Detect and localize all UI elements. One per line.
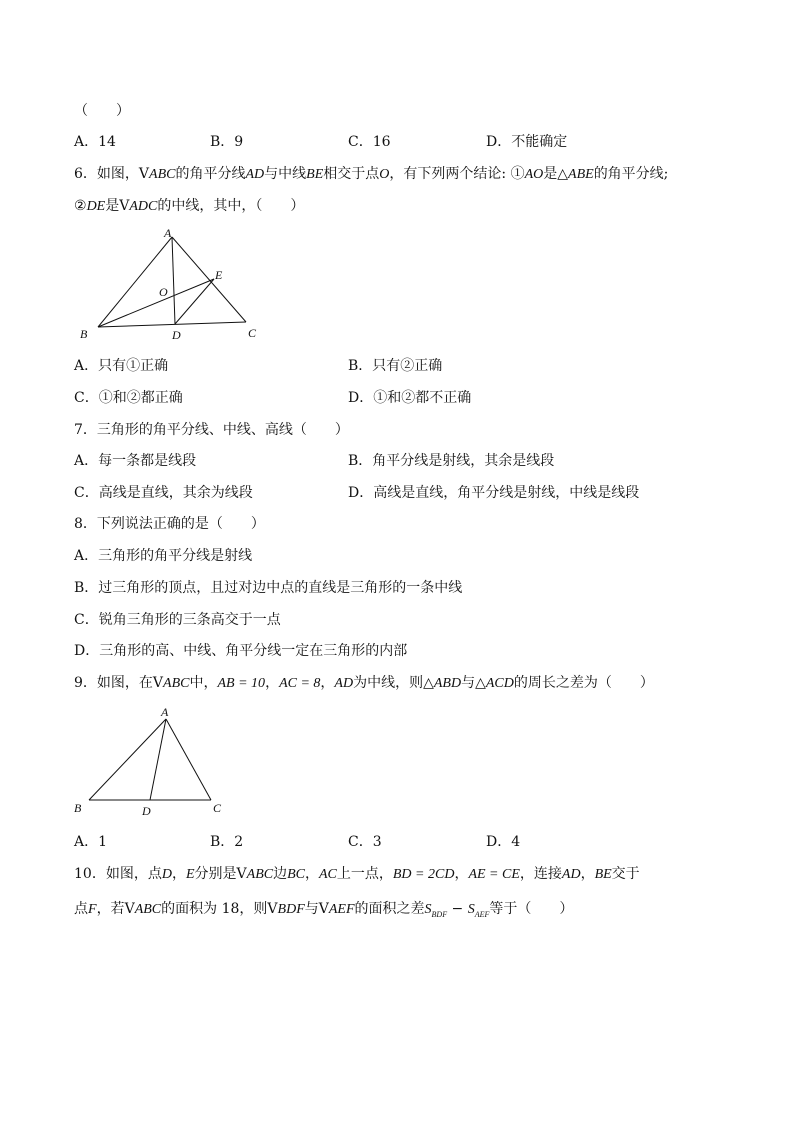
q8-option-c: C．锐角三角形的三条高交于一点 (74, 612, 281, 628)
q9-label-a: A (161, 705, 169, 719)
q9-label-d: D (142, 804, 151, 818)
q8-option-a: A．三角形的角平分线是射线 (74, 548, 253, 564)
q6-option-d: D．①和②都不正确 (348, 390, 472, 406)
q5-paren: （ ） (74, 103, 130, 119)
q7-option-b: B．角平分线是射线，其余是线段 (348, 453, 555, 469)
q9-option-c: C．3 (348, 834, 382, 850)
q8-option-d: D．三角形的高、中线、角平分线一定在三角形的内部 (74, 643, 408, 659)
q8-option-b: B．过三角形的顶点，且过对边中点的直线是三角形的一条中线 (74, 580, 463, 596)
q8-stem: 8．下列说法正确的是（ ） (74, 516, 265, 532)
q9-figure (70, 702, 230, 822)
q6-segment-be (98, 279, 214, 327)
q6-segment-ad (172, 237, 175, 324)
q6-option-a: A．只有①正确 (74, 358, 169, 374)
q6-option-c: C．①和②都正确 (74, 390, 183, 406)
q5-option-c: C．16 (348, 134, 391, 150)
q6-side-ab (98, 237, 172, 327)
q7-option-c: C．高线是直线，其余为线段 (74, 485, 253, 501)
q6-side-bc (98, 322, 246, 327)
q7-option-d: D．高线是直线，角平分线是射线，中线是线段 (348, 485, 640, 501)
q6-label-c: C (248, 326, 257, 340)
q5-option-a: A．14 (74, 134, 116, 150)
q9-option-d: D．4 (486, 834, 521, 850)
q9-side-ac (166, 719, 211, 800)
q6-segment-de (175, 279, 214, 324)
q9-label-c: C (213, 801, 222, 815)
q6-label-o: O (159, 285, 168, 299)
q9-side-ab (89, 719, 166, 800)
q9-label-b: B (74, 801, 82, 815)
q6-label-e: E (215, 268, 223, 282)
q10-stem-line1: 10．如图，点D，E分别是VABC边BC，AC上一点，BD = 2CD，AE = CE，连接AD，BE交于 (74, 866, 640, 882)
q9-stem: 9．如图，在VABC中，AB = 10，AC = 8，AD为中线，则△ABD与△ACD的周长之差为（ ） (74, 675, 654, 691)
q6-stem-line1: 6．如图，VABC的角平分线AD与中线BE相交于点O，有下列两个结论: ①AO是△ABE的角平分线; (74, 166, 669, 182)
q6-side-ac (172, 237, 246, 322)
q6-figure (76, 224, 266, 344)
q6-option-b: B．只有②正确 (348, 358, 443, 374)
q5-option-d: D．不能确定 (486, 134, 568, 150)
q7-stem: 7．三角形的角平分线、中线、高线（ ） (74, 422, 349, 438)
q6-label-a: A (164, 226, 172, 240)
q5-option-b: B．9 (210, 134, 244, 150)
q9-option-a: A．1 (74, 834, 108, 850)
q7-option-a: A．每一条都是线段 (74, 453, 197, 469)
q6-label-b: B (80, 327, 88, 341)
q6-stem-line2: ②DE是VADC的中线，其中，（ ） (74, 198, 305, 214)
q6-label-d: D (172, 328, 181, 342)
q9-median-ad (150, 719, 166, 800)
q9-option-b: B．2 (210, 834, 244, 850)
q10-stem-line2: 点F，若VABC的面积为 18，则VBDF与VAEF的面积之差$S_{BDF} - S_{AEF}$等于（ ） (74, 901, 574, 919)
